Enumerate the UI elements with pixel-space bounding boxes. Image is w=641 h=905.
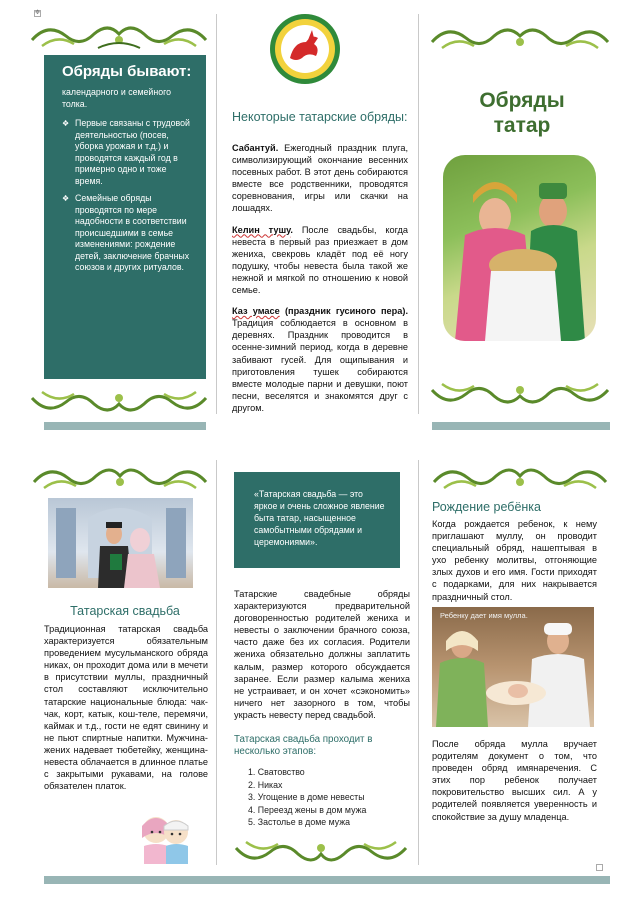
stages-list (248, 766, 408, 829)
wedding-photo (48, 498, 193, 588)
photo-caption: Ребенку дает имя мулла. (440, 611, 528, 620)
rite-term-suffix: (праздник гусиного пера). (279, 306, 408, 317)
birth-title: Рождение ребёнка (432, 500, 541, 514)
naming-photo (432, 607, 594, 727)
rite-term-suffix: . (275, 143, 279, 153)
column-divider (418, 460, 419, 865)
ornament-border (232, 834, 410, 868)
panel-title: Обряды бывают: (62, 63, 192, 80)
ornament-border (430, 462, 610, 496)
list-item: 1. Сватовство (248, 767, 305, 777)
table-resize-handle[interactable] (596, 864, 603, 871)
ornament-border (30, 462, 210, 496)
list-item: 4. Переезд жены в дом мужа (248, 804, 367, 815)
rite-description: Традиция соблюдается в основном в деревнях. Праздник проводится в осенне-зимний период, когда в деревне забивают гусей. Для ощипывания и приготовления тушек собираются вместе молодые парни и девушки, поют песни, веселятся и знакомятся друг с другом. (232, 318, 408, 413)
wedding-title: Татарская свадьба (70, 604, 180, 618)
list-item: ❖ Семейные обряды проводятся по мере надобности в соответствии происшедшими в семье изменениями: рождение детей, заключение брачных союзов и других ритуалов. (62, 193, 196, 274)
column-divider (216, 14, 217, 414)
section-heading: Некоторые татарские обряды: (232, 110, 408, 124)
table-move-handle[interactable]: ✥ (35, 10, 41, 16)
rite-description: Ежегодный праздник плуга, символизирующий окончание весенних посевных работ. В этот день собираются вместе все родственники, проводятся соревнования, игры или скачки на лошадях. (232, 143, 408, 214)
birth-text: Когда рождается ребенок, к нему приглашают муллу, он проводит специальный обряд, нашептывая в ухо ребенку молитвы, отгоняющие злых духов и его имя. Гости приходят с подарками, для них накрывается праздничный стол. (432, 519, 597, 602)
rite-term: Сабантуй (232, 143, 276, 153)
ornament-border (28, 20, 210, 54)
list-item: 5. Застолье в доме мужа (248, 817, 351, 827)
rite-term: Келин тушу (232, 224, 291, 235)
tatarstan-emblem (268, 12, 342, 86)
ornament-border (428, 376, 612, 410)
wedding-text: Традиционная татарская свадьба характеризуется обязательным проведением мусульманского обряда никах, он проходит дома или в мечети в присутствии муллы, праздничный стол составляют исключительно татарские национальные блюда: чак-чак, корт, катык, кош-теле, перемячи, каймак и т.д., гости не едят свинину и не пьют спиртные напитки. Мужчина-жених надевает тюбетейку, женщина-невеста облачается в длинное платье с закрытыми рукавами, на голове обязателен платок. (44, 624, 208, 792)
ornament-border (428, 22, 612, 56)
quote-text: «Татарская свадьба — это яркое и очень сложное явление быта татар, насыщенное самобытными обрядами и церемониями». (254, 489, 385, 547)
list-item: ❖ Первые связаны с трудовой деятельностью (посев, уборка урожая и т.д.) и проводятся каждый год в примерно одно и тоже время. (62, 118, 196, 187)
quote-box (234, 472, 400, 568)
footer-bar (44, 876, 610, 884)
panel-intro: календарного и семейного толка. (62, 87, 171, 109)
rites-types-panel (44, 55, 206, 379)
stages-heading: Татарская свадьба проходит в несколько этапов: (234, 734, 373, 757)
cover-title: Обряды татар (479, 89, 565, 137)
footer-bar (44, 422, 206, 430)
rite-description: После свадьбы, когда невеста в первый раз приезжает в дом жениха, свекровь кладёт под её ногу подушку, чтобы невеста была такой же нежной и мягкой по отношению к новой семье. (232, 224, 408, 296)
couple-illustration (136, 808, 196, 864)
cover-photo (443, 155, 596, 341)
rite-term-suffix: . (290, 224, 293, 235)
ornament-border (28, 384, 210, 418)
column-divider (418, 14, 419, 414)
wedding-customs-text: Татарские свадебные обряды характеризуются предварительной договоренностью родителей жениха и невесты о заключении брачного союза, часто даже без их согласия. Родители жениха обязательно должны заплатить калым, размер которого обсуждается заранее. Если размер калыма жениха не устраивает, и он хочет «сэкономить» ничего нет зазорного в том, чтобы украсть невесту перед свадьбой. (234, 589, 410, 720)
list-item: 2. Никах (248, 779, 283, 790)
footer-bar (432, 422, 610, 430)
column-divider (216, 460, 217, 865)
rite-term: Каз умасе (232, 306, 280, 317)
birth-text-after: После обряда мулла вручает родителям документ о том, что проведен обряд имянаречения. С этих пор ребенок получает покровительство высших сил. А у родителей появляется уверенность и спокойствие за душу младенца. (432, 739, 597, 822)
list-item: 3. Угощение в доме невесты (248, 792, 365, 802)
rites-list (232, 142, 408, 414)
